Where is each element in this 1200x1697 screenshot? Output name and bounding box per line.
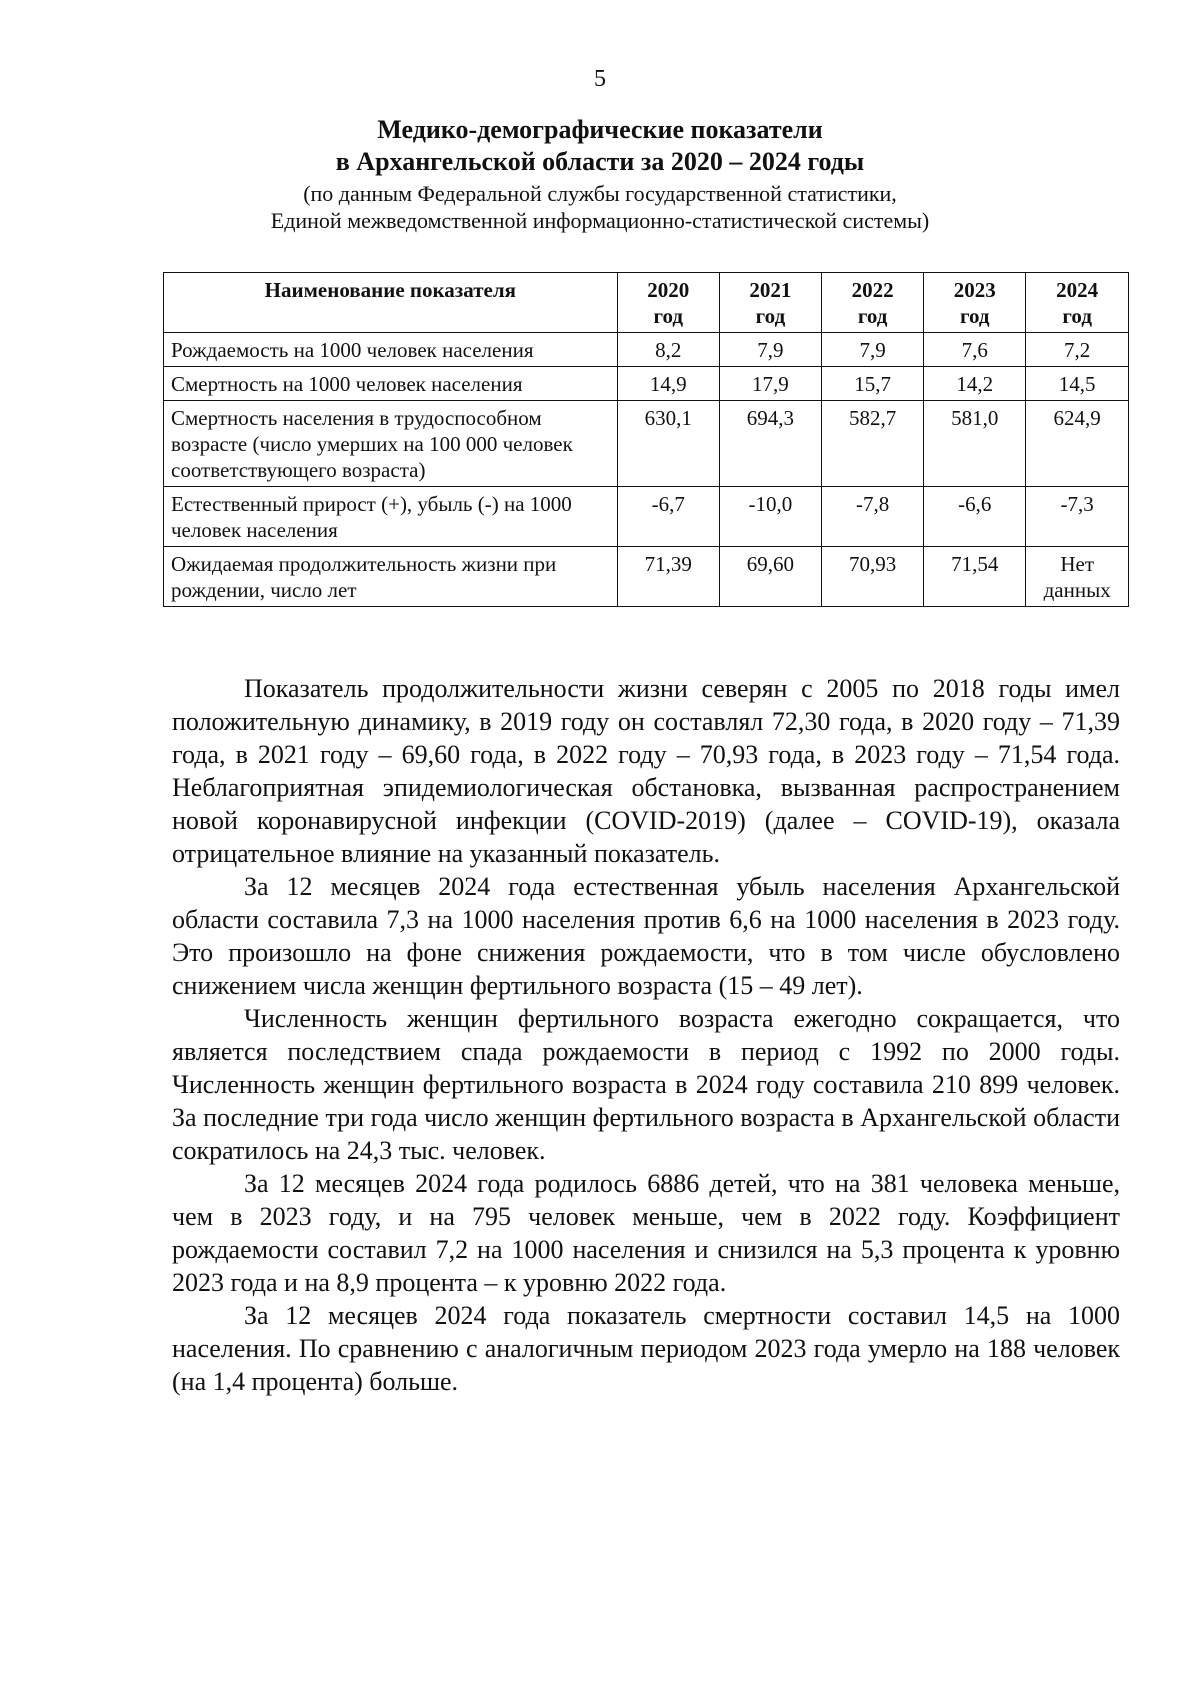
row-value-2022: 15,7 [822, 367, 924, 401]
row-value-2024: -7,3 [1026, 487, 1129, 547]
row-value-2021: -10,0 [719, 487, 821, 547]
row-value-2022: -7,8 [822, 487, 924, 547]
page-number: 5 [594, 66, 606, 92]
paragraph-mortality: За 12 месяцев 2024 года показатель смертности составил 14,5 на 1000 населения. По сравнению с аналогичным периодом 2023 года умерло на 188 человек (на 1,4 процента) больше. [172, 1301, 1120, 1396]
title-line-1: Медико-демографические показатели [377, 115, 823, 144]
row-value-2020: 14,9 [617, 367, 719, 401]
row-value-2020: 8,2 [617, 333, 719, 367]
header-year-label: 2021 [749, 278, 792, 302]
header-year-label: 2020 [647, 278, 690, 302]
row-value-2022: 70,93 [822, 547, 924, 607]
body-text [172, 672, 1120, 1398]
header-year-unit: год [653, 304, 684, 328]
row-value-2021: 694,3 [719, 401, 821, 487]
row-indicator-name: Рождаемость на 1000 человек населения [164, 333, 618, 367]
document-title [0, 114, 1200, 178]
row-value-2021: 17,9 [719, 367, 821, 401]
row-value-2024: 7,2 [1026, 333, 1129, 367]
paragraph-life-expectancy: Показатель продолжительности жизни северян с 2005 по 2018 годы имел положительную динамику, в 2019 году он составлял 72,30 года, в 2020 году – 71,39 года, в 2021 году – 69,60 года, в 2022 году – 70,93 года, в 2023 году – 71,54 года. Неблагоприятная эпидемиологическая обстановка, вызванная распространением новой коронавирусной инфекции (COVID-2019) (далее – COVID-19), оказала отрицательное влияние на указанный показатель. [172, 674, 1120, 868]
header-year-2024 [1026, 273, 1129, 333]
subtitle-line-2: Единой межведомственной информационно-статистической системы) [270, 208, 930, 233]
table-row [164, 367, 1129, 401]
header-indicator-name: Наименование показателя [164, 273, 618, 333]
row-value-2023: -6,6 [924, 487, 1026, 547]
row-value-2020: 630,1 [617, 401, 719, 487]
title-line-2: в Архангельской области за 2020 – 2024 годы [335, 147, 865, 176]
row-value-2020: 71,39 [617, 547, 719, 607]
table-row [164, 547, 1129, 607]
header-year-unit: год [755, 304, 786, 328]
header-year-label: 2022 [851, 278, 894, 302]
row-indicator-name: Смертность населения в трудоспособном возрасте (число умерших на 100 000 человек соответствующего возраста) [164, 401, 618, 487]
header-year-label: 2024 [1056, 278, 1099, 302]
demographic-indicators-table [163, 272, 1129, 607]
subtitle-line-1: (по данным Федеральной службы государственной статистики, [303, 181, 897, 206]
row-indicator-name: Естественный прирост (+), убыль (-) на 1000 человек населения [164, 487, 618, 547]
row-indicator-name: Ожидаемая продолжительность жизни при рождении, число лет [164, 547, 618, 607]
header-year-2023 [924, 273, 1026, 333]
header-year-unit: год [960, 304, 990, 328]
row-value-2022: 7,9 [822, 333, 924, 367]
row-value-2024: 624,9 [1026, 401, 1129, 487]
header-year-2022 [822, 273, 924, 333]
row-value-2024: 14,5 [1026, 367, 1129, 401]
paragraph-births: За 12 месяцев 2024 года родилось 6886 детей, что на 381 человека меньше, чем в 2023 году, и на 795 человек меньше, чем в 2022 году. Коэффициент рождаемости составил 7,2 на 1000 населения и снизился на 5,3 процента к уровню 2023 года и на 8,9 процента – к уровню 2022 года. [172, 1169, 1120, 1297]
document-subtitle [0, 180, 1200, 234]
table-header-row [164, 273, 1129, 333]
table-row [164, 487, 1129, 547]
row-value-2023: 14,2 [924, 367, 1026, 401]
paragraph-fertile-women: Численность женщин фертильного возраста ежегодно сокращается, что является последствием спада рождаемости в период с 1992 по 2000 годы. Численность женщин фертильного возраста в 2024 году составила 210 899 человек. За последние три года число женщин фертильного возраста в Архангельской области сократилось на 24,3 тыс. человек. [172, 1004, 1120, 1165]
paragraph-natural-decline: За 12 месяцев 2024 года естественная убыль населения Архангельской области составила 7,3 на 1000 населения против 6,6 на 1000 населения в 2023 году. Это произошло на фоне снижения рождаемости, что в том числе обусловлено снижением числа женщин фертильного возраста (15 – 49 лет). [172, 872, 1120, 1000]
table-row [164, 333, 1129, 367]
header-year-unit: год [1062, 304, 1092, 328]
header-year-unit: год [857, 304, 888, 328]
row-value-2023: 71,54 [924, 547, 1026, 607]
row-value-2023: 581,0 [924, 401, 1026, 487]
row-value-2021: 69,60 [719, 547, 821, 607]
row-value-2020: -6,7 [617, 487, 719, 547]
header-year-2020 [617, 273, 719, 333]
table-row [164, 401, 1129, 487]
row-value-2023: 7,6 [924, 333, 1026, 367]
header-year-label: 2023 [953, 278, 996, 302]
row-value-2024: Нет данных [1026, 547, 1129, 607]
header-year-2021 [719, 273, 821, 333]
row-value-2022: 582,7 [822, 401, 924, 487]
row-indicator-name: Смертность на 1000 человек населения [164, 367, 618, 401]
row-value-2021: 7,9 [719, 333, 821, 367]
